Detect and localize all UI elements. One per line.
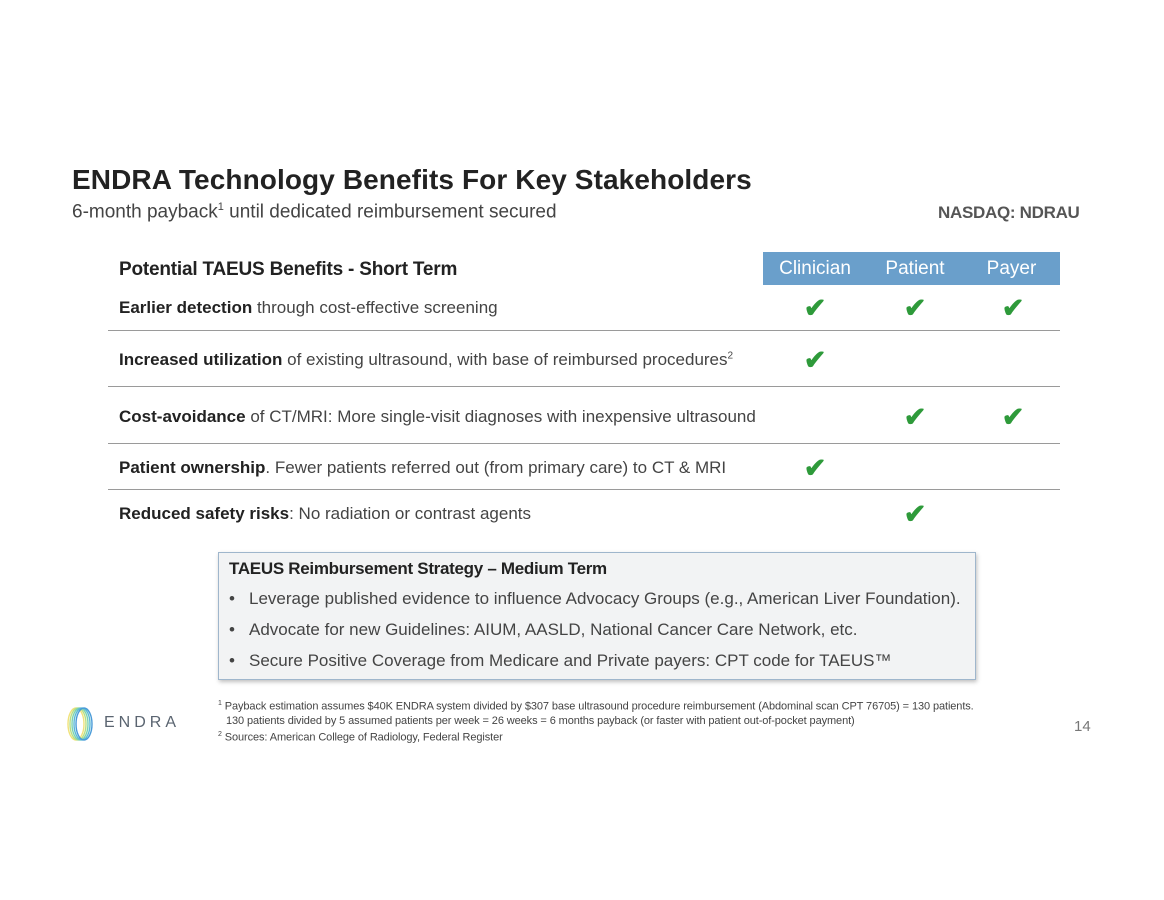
- subtitle-text: 6-month payback: [72, 201, 218, 223]
- bullet-icon: •: [229, 589, 235, 608]
- page-title: ENDRA Technology Benefits For Key Stakeholders: [72, 164, 752, 195]
- checkmark-icon: ✔: [903, 293, 927, 323]
- footnote-1-continued: 130 patients divided by 5 assumed patients per week = 26 weeks = 6 months payback (or faster with patient out-of-pocket payment): [226, 714, 855, 727]
- benefits-heading: Potential TAEUS Benefits - Short Term: [119, 259, 458, 280]
- strategy-bullet: [229, 651, 892, 671]
- footnote-text: Payback estimation assumes $40K ENDRA system divided by $307 base ultrasound procedure reimbursement (Abdominal scan CPT 76705) = 130 patients.: [221, 700, 974, 713]
- benefit-name: Earlier detection: [119, 298, 253, 317]
- benefit-description: : No radiation or contrast agents: [289, 504, 532, 523]
- page-number: 14: [1074, 718, 1091, 735]
- checkmark-icon: ✔: [803, 345, 827, 375]
- endra-logo: [64, 705, 181, 743]
- row-divider: [108, 386, 1060, 387]
- benefit-name: Reduced safety risks: [119, 504, 290, 523]
- row-divider: [108, 330, 1060, 331]
- benefit-name: Patient ownership: [119, 458, 266, 477]
- footnotes: [218, 697, 974, 744]
- page-subtitle: [72, 201, 557, 223]
- strategy-bullet: [229, 620, 858, 640]
- strategy-bullet-text: Advocate for new Guidelines: AIUM, AASLD, National Cancer Care Network, etc.: [249, 620, 858, 639]
- footnote-1: [218, 697, 974, 714]
- checkmark-icon: ✔: [903, 499, 927, 529]
- checkmark-icon: ✔: [803, 293, 827, 323]
- footnote-2: [218, 728, 974, 745]
- strategy-bullet-text: Leverage published evidence to influence Advocacy Groups (e.g., American Liver Foundation).: [249, 589, 961, 608]
- endra-logo-icon: [64, 705, 98, 743]
- logo-wordmark: ENDRA: [104, 714, 181, 731]
- benefit-name: Cost-avoidance: [119, 407, 246, 426]
- footnote-text: Sources: American College of Radiology, Federal Register: [221, 731, 503, 744]
- strategy-title: TAEUS Reimbursement Strategy – Medium Term: [229, 559, 607, 578]
- benefit-row-label: [119, 350, 733, 370]
- strategy-bullet-text: Secure Positive Coverage from Medicare and Private payers: CPT code for TAEUS™: [249, 651, 892, 670]
- footnote-marker: 1: [218, 700, 222, 707]
- strategy-box: [218, 552, 976, 680]
- bullet-icon: •: [229, 620, 235, 639]
- checkmark-icon: ✔: [803, 453, 827, 483]
- strategy-bullet: [229, 589, 961, 609]
- ticker-symbol: NASDAQ: NDRAU: [938, 203, 1080, 222]
- checkmark-icon: ✔: [1001, 293, 1025, 323]
- bullet-icon: •: [229, 651, 235, 670]
- benefit-name: Increased utilization: [119, 350, 283, 369]
- benefit-description: of CT/MRI: More single-visit diagnoses with inexpensive ultrasound: [245, 407, 756, 426]
- subtitle-text-rest: until dedicated reimbursement secured: [223, 201, 557, 223]
- benefit-description: of existing ultrasound, with base of reimbursed procedures: [282, 350, 728, 369]
- footnote-marker: 2: [218, 730, 222, 738]
- footnote-ref-1: 1: [217, 201, 224, 213]
- benefit-row-label: [119, 458, 726, 478]
- column-payer: Payer: [986, 258, 1037, 279]
- benefit-row-label: [119, 298, 498, 318]
- footnote-ref-2: 2: [727, 350, 734, 362]
- stakeholder-column-header: [763, 252, 1060, 285]
- row-divider: [108, 443, 1060, 444]
- row-divider: [108, 489, 1060, 490]
- benefit-row-label: [119, 504, 531, 524]
- benefit-description: . Fewer patients referred out (from primary care) to CT & MRI: [265, 458, 727, 477]
- benefit-row-label: [119, 407, 756, 427]
- benefit-description: through cost-effective screening: [252, 298, 498, 317]
- checkmark-icon: ✔: [1001, 402, 1025, 432]
- column-clinician: Clinician: [779, 258, 851, 279]
- checkmark-icon: ✔: [903, 402, 927, 432]
- column-patient: Patient: [885, 258, 945, 279]
